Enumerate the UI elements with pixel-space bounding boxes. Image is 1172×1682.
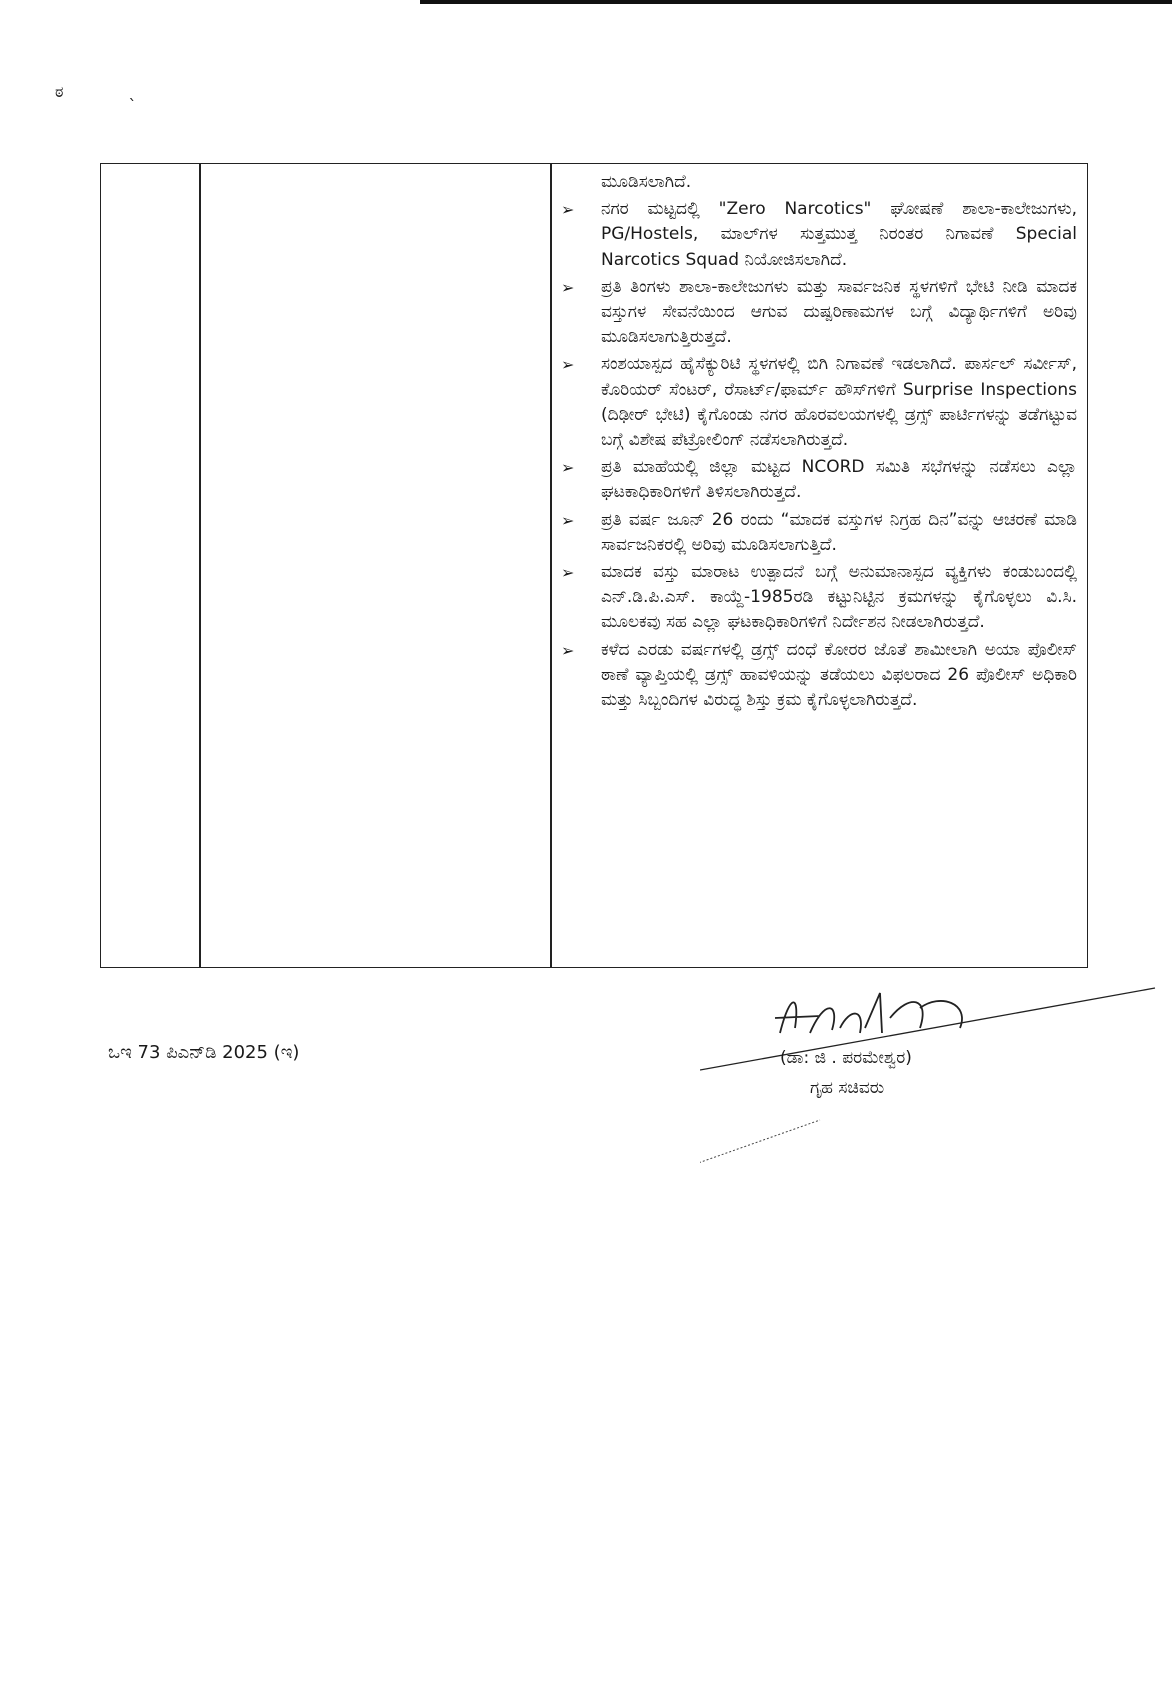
list-item-text: ಪ್ರತಿ ಮಾಹೆಯಲ್ಲಿ ಜಿಲ್ಲಾ ಮಟ್ಟದ NCORD ಸಮಿತಿ ಸಭೆಗಳನ್ನು ನಡೆಸಲು ಎಲ್ಲಾ ಘಟಕಾಧಿಕಾರಿಗಳಿಗೆ ತಿಳಿಸಲಾಗಿರುತ್ತದೆ. (601, 457, 1077, 503)
list-item-text: ಪ್ರತಿ ತಿಂಗಳು ಶಾಲಾ-ಕಾಲೇಜುಗಳು ಮತ್ತು ಸಾರ್ವಜನಿಕ ಸ್ಥಳಗಳಿಗೆ ಭೇಟಿ ನೀಡಿ ಮಾದಕ ವಸ್ತುಗಳ ಸೇವನೆಯಿಂದ ಆಗುವ ದುಷ್ಪರಿಣಾಮಗಳ ಬಗ್ಗೆ ವಿದ್ಯಾರ್ಥಿಗಳಿಗೆ ಅರಿವು ಮೂಡಿಸಲಾಗುತ್ತಿರುತ್ತದೆ. (601, 276, 1077, 348)
signatory-name: (ಡಾ: ಜಿ . ಪರಮೇಶ್ವರ) (780, 1048, 912, 1068)
arrow-bullet-icon: ➢ (561, 200, 575, 220)
arrow-bullet-icon: ➢ (561, 510, 575, 530)
list-item (559, 508, 1077, 558)
arrow-bullet-icon: ➢ (561, 277, 575, 297)
reference-number: ಒಇ 73 ಪಿಎನ್‌ಡಿ 2025 (ಇ) (108, 1042, 300, 1063)
list-item (559, 352, 1077, 453)
measures-cell (559, 170, 1077, 713)
signature-image (770, 988, 1010, 1048)
list-item-text: ಪ್ರತಿ ವರ್ಷ ಜೂನ್ 26 ರಂದು “ಮಾದಕ ವಸ್ತುಗಳ ನಿಗ್ರಹ ದಿನ”ವನ್ನು ಆಚರಣೆ ಮಾಡಿ ಸಾರ್ವಜನಿಕರಲ್ಲಿ ಅರಿವು ಮೂಡಿಸಲಾಗುತ್ತಿದೆ. (601, 509, 1077, 555)
list-item-text: ಮಾದಕ ವಸ್ತು ಮಾರಾಟ ಉತ್ಪಾದನೆ ಬಗ್ಗೆ ಅನುಮಾನಾಸ್ಪದ ವ್ಯಕ್ತಿಗಳು ಕಂಡುಬಂದಲ್ಲಿ ಎನ್.ಡಿ.ಪಿ.ಎಸ್. ಕಾಯ್ದೆ-1985ರಡಿ ಕಟ್ಟುನಿಟ್ಟಿನ ಕ್ರಮಗಳನ್ನು ಕೈಗೊಳ್ಳಲು ವಿ.ಸಿ. ಮೂಲಕವು ಸಹ ಎಲ್ಲಾ ಘಟಕಾಧಿಕಾರಿಗಳಿಗೆ ನಿರ್ದೇಶನ ನೀಡಲಾಗಿರುತ್ತದೆ. (601, 562, 1077, 633)
signatory-title: ಗೃಹ ಸಚಿವರು (810, 1078, 885, 1098)
continuation-text: ಮೂಡಿಸಲಾಗಿದೆ. (601, 172, 692, 192)
list-item (559, 638, 1077, 714)
arrow-bullet-icon: ➢ (561, 563, 575, 583)
top-border-line (420, 0, 1172, 4)
list-item (559, 560, 1077, 636)
arrow-bullet-icon: ➢ (561, 355, 575, 375)
table-column-divider (550, 164, 552, 967)
content-table (100, 163, 1088, 968)
list-item (559, 455, 1077, 505)
arrow-bullet-icon: ➢ (561, 640, 575, 660)
list-item (559, 275, 1077, 351)
arrow-bullet-icon: ➢ (561, 458, 575, 478)
list-item-text: ಸಂಶಯಾಸ್ಪದ ಹೈಸೆಕ್ಯುರಿಟಿ ಸ್ಥಳಗಳಲ್ಲಿ ಬಿಗಿ ನಿಗಾವಣೆ ಇಡಲಾಗಿದೆ. ಪಾರ್ಸಲ್ ಸರ್ವೀಸ್, ಕೊರಿಯರ್ ಸೆಂಟರ್, ರೆಸಾರ್ಟ್/ಫಾರ್ಮ್ ಹೌಸ್‌ಗಳಿಗೆ Surprise Inspections (ದಿಢೀರ್ ಭೇಟಿ) ಕೈಗೊಂಡು ನಗರ ಹೊರವಲಯಗಳಲ್ಲಿ ಡ್ರಗ್ಸ್ ಪಾರ್ಟಿಗಳನ್ನು ತಡೆಗಟ್ಟುವ ಬಗ್ಗೆ ವಿಶೇಷ ಪೆಟ್ರೋಲಿಂಗ್ ನಡೆಸಲಾಗಿರುತ್ತದೆ. (601, 354, 1077, 451)
table-column-divider (199, 164, 201, 967)
corner-mark: ಠ ˎ (55, 82, 167, 101)
list-item (559, 197, 1077, 273)
list-item-text: ಕಳೆದ ಎರಡು ವರ್ಷಗಳಲ್ಲಿ ಡ್ರಗ್ಸ್ ದಂಧೆ ಕೋರರ ಜೊತೆ ಶಾಮೀಲಾಗಿ ಅಯಾ ಪೊಲೀಸ್ ಠಾಣೆ ವ್ಯಾಪ್ತಿಯಲ್ಲಿ ಡ್ರಗ್ಸ್ ಹಾವಳಿಯನ್ನು ತಡೆಯಲು ವಿಫಲರಾದ 26 ಪೊಲೀಸ್ ಅಧಿಕಾರಿ ಮತ್ತು ಸಿಬ್ಬಂದಿಗಳ ವಿರುದ್ಧ ಶಿಸ್ತು ಕ್ರಮ ಕೈಗೊಳ್ಳಲಾಗಿರುತ್ತದೆ. (601, 639, 1077, 711)
list-item-text: ನಗರ ಮಟ್ಟದಲ್ಲಿ "Zero Narcotics" ಘೋಷಣೆ ಶಾಲಾ-ಕಾಲೇಜುಗಳು, PG/Hostels, ಮಾಲ್‌ಗಳ ಸುತ್ತಮುತ್ತ ನಿರಂತರ ನಿಗಾವಣೆ Special Narcotics Squad ನಿಯೋಜಿಸಲಾಗಿದೆ. (601, 199, 1077, 270)
